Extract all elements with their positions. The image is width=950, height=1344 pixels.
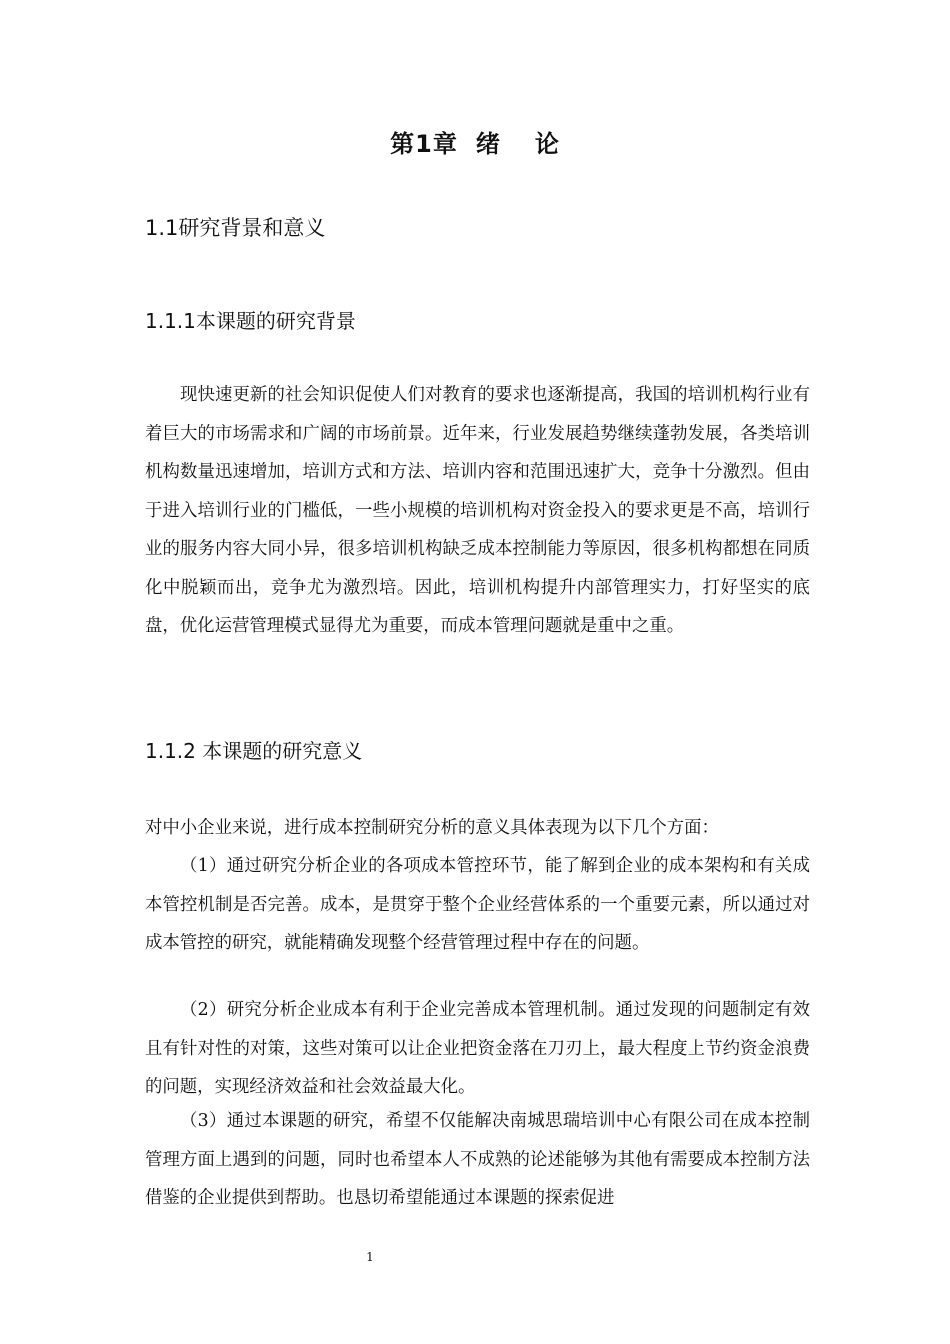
significance-point-1: （1）通过研究分析企业的各项成本管控环节，能了解到企业的成本架构和有关成本管控机制是否完善。成本，是贯穿于整个企业经营体系的一个重要元素，所以通过对成本管控的研究，就能精确发现整个经营管理过程中存在的问题。: [145, 856, 810, 953]
section-number: 1.1: [145, 216, 179, 240]
chapter-title-char-2: 论: [534, 130, 560, 158]
page-number: [0, 1250, 740, 1264]
section-heading-1-1: [145, 212, 325, 242]
section-number: 1.1.1: [145, 309, 196, 333]
section-heading-1-1-2: [145, 735, 362, 764]
significance-intro: 对中小企业来说，进行成本控制研究分析的意义具体表现为以下几个方面：: [145, 818, 719, 838]
chapter-title: [0, 124, 950, 159]
chapter-prefix: 第1章: [390, 130, 458, 158]
page-number-value: 1: [366, 1250, 374, 1264]
section-number: 1.1.2: [145, 739, 196, 763]
chapter-title-char-1: 绪: [475, 130, 501, 158]
significance-point-3: （3）通过本课题的研究，希望不仅能解决南城思瑞培训中心有限公司在成本控制管理方面上遇到的问题，同时也希望本人不成熟的论述能够为其他有需要成本控制方法借鉴的企业提供到帮助。也恳切希望能通过本课题的探索促进: [145, 1111, 810, 1208]
background-paragraph: 现快速更新的社会知识促使人们对教育的要求也逐渐提高，我国的培训机构行业有着巨大的市场需求和广阔的市场前景。近年来，行业发展趋势继续蓬勃发展，各类培训机构数量迅速增加，培训方式和方法、培训内容和范围迅速扩大，竞争十分激烈。但由于进入培训行业的门槛低，一些小规模的培训机构对资金投入的要求更是不高，培训行业的服务内容大同小异，很多培训机构缺乏成本控制能力等原因，很多机构都想在同质化中脱颖而出，竞争尤为激烈培。因此，培训机构提升内部管理实力，打好坚实的底盘，优化运营管理模式显得尤为重要，而成本管理问题就是重中之重。: [145, 385, 810, 636]
section-heading-1-1-1: [145, 305, 356, 334]
section-title: 本课题的研究背景: [195, 309, 356, 333]
section-title: 本课题的研究意义: [202, 739, 363, 763]
significance-point-2: （2）研究分析企业成本有利于企业完善成本管理机制。通过发现的问题制定有效且有针对性的对策，这些对策可以让企业把资金落在刀刃上，最大程度上节约资金浪费的问题，实现经济效益和社会效益最大化。: [145, 1000, 810, 1097]
section-title: 研究背景和意义: [178, 216, 326, 240]
